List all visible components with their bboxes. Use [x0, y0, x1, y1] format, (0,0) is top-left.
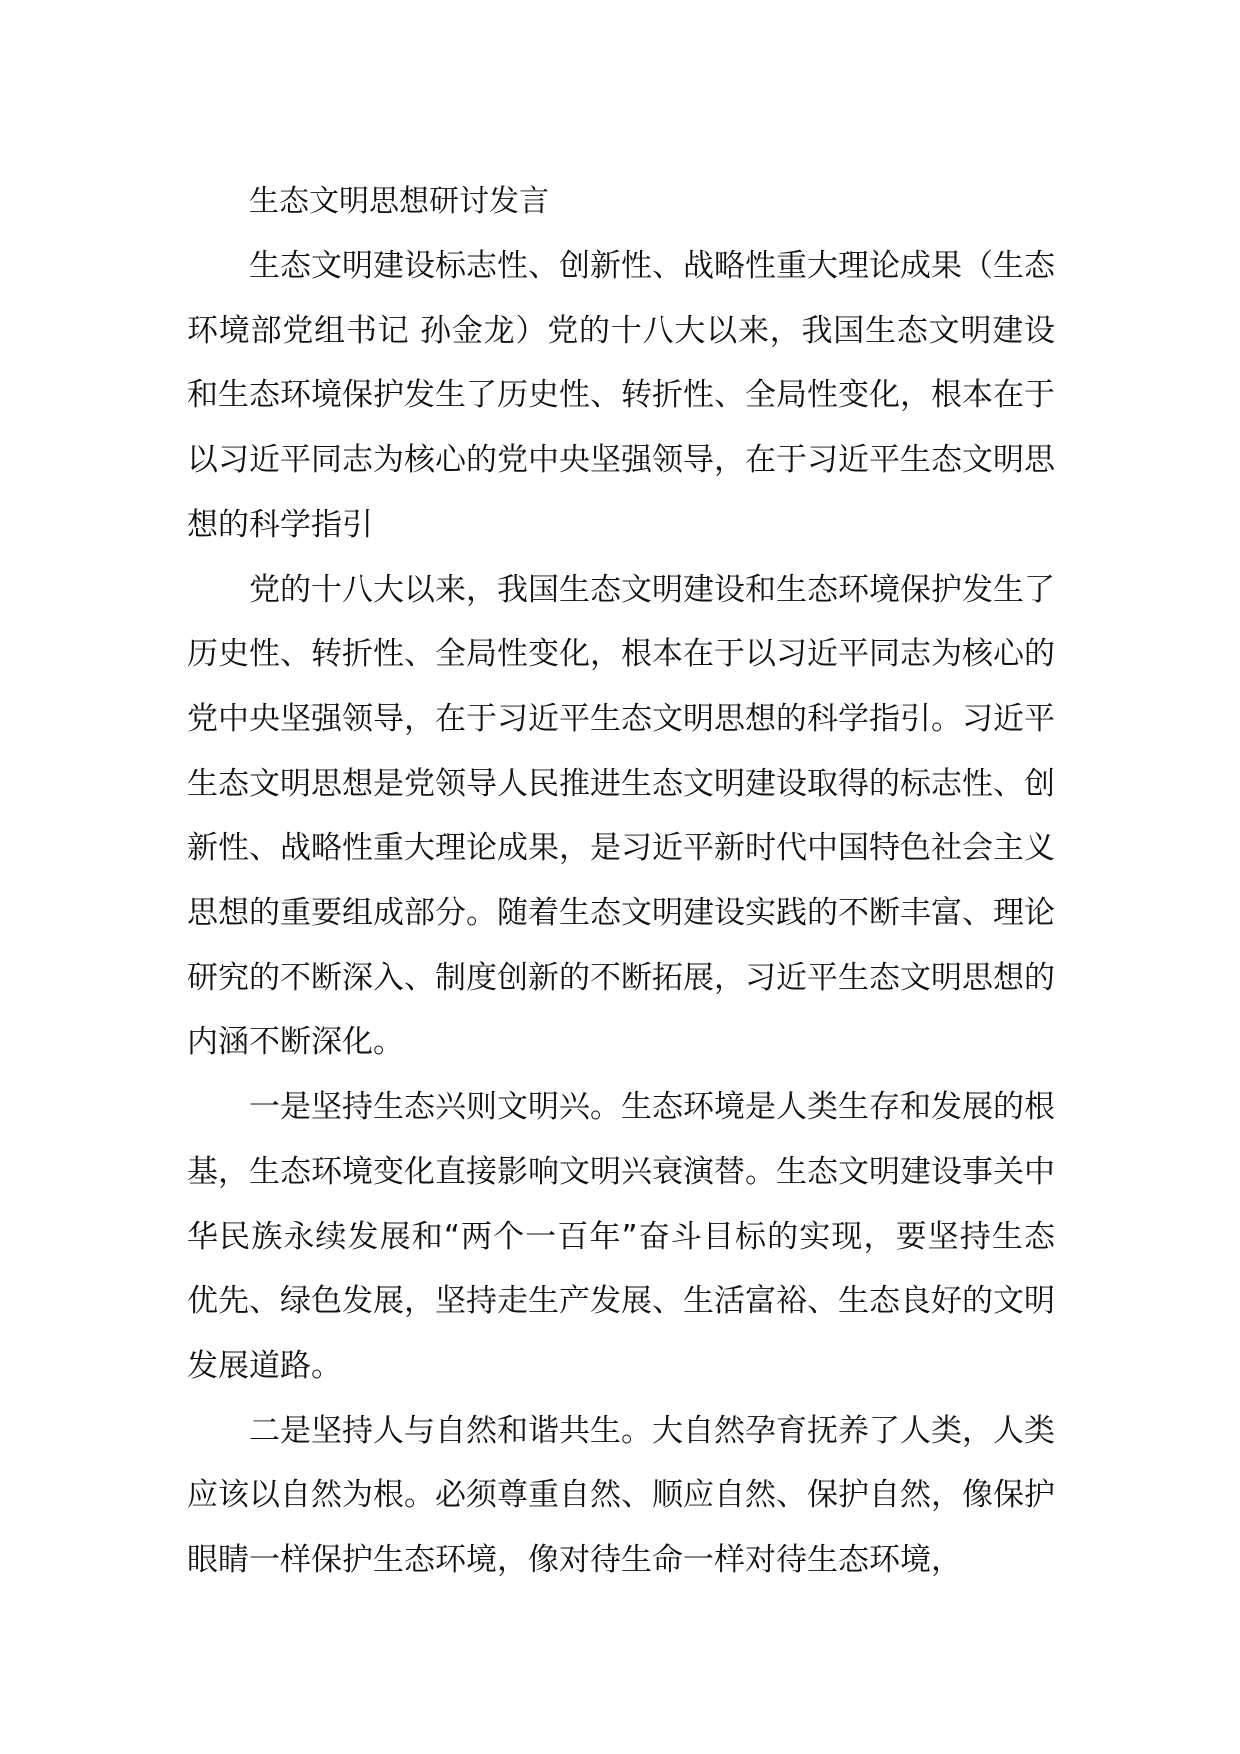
- paragraph-overview: 党的十八大以来，我国生态文明建设和生态环境保护发生了历史性、转折性、全局性变化，根本在于以习近平同志为核心的党中央坚强领导，在于习近平生态文明思想的科学指引。习近平生态文明思想是党领导人民推进生态文明建设取得的标志性、创新性、战略性重大理论成果，是习近平新时代中国特色社会主义思想的重要组成部分。随着生态文明建设实践的不断丰富、理论研究的不断深入、制度创新的不断拓展，习近平生态文明思想的内涵不断深化。: [187, 571, 1055, 1061]
- paragraph-point-two: 二是坚持人与自然和谐共生。大自然孕育抚养了人类，人类应该以自然为根。必须尊重自然、顺应自然、保护自然，像保护眼睛一样保护生态环境，像对待生命一样对待生态环境，: [187, 1412, 1055, 1579]
- document-title: 生态文明思想研讨发言: [249, 184, 549, 219]
- paragraph-point-one: 一是坚持生态兴则文明兴。生态环境是人类生存和发展的根基，生态环境变化直接影响文明兴衰演替。生态文明建设事关中华民族永续发展和“两个一百年”奋斗目标的实现，要坚持生态优先、绿色发展，坚持走生产发展、生活富裕、生态良好的文明发展道路。: [187, 1089, 1055, 1384]
- paragraph-intro: 生态文明建设标志性、创新性、战略性重大理论成果（生态环境部党组书记 孙金龙）党的十八大以来，我国生态文明建设和生态环境保护发生了历史性、转折性、全局性变化，根本在于以习近平同志为核心的党中央坚强领导，在于习近平生态文明思想的科学指引: [187, 248, 1055, 543]
- document-body: [187, 170, 1055, 1593]
